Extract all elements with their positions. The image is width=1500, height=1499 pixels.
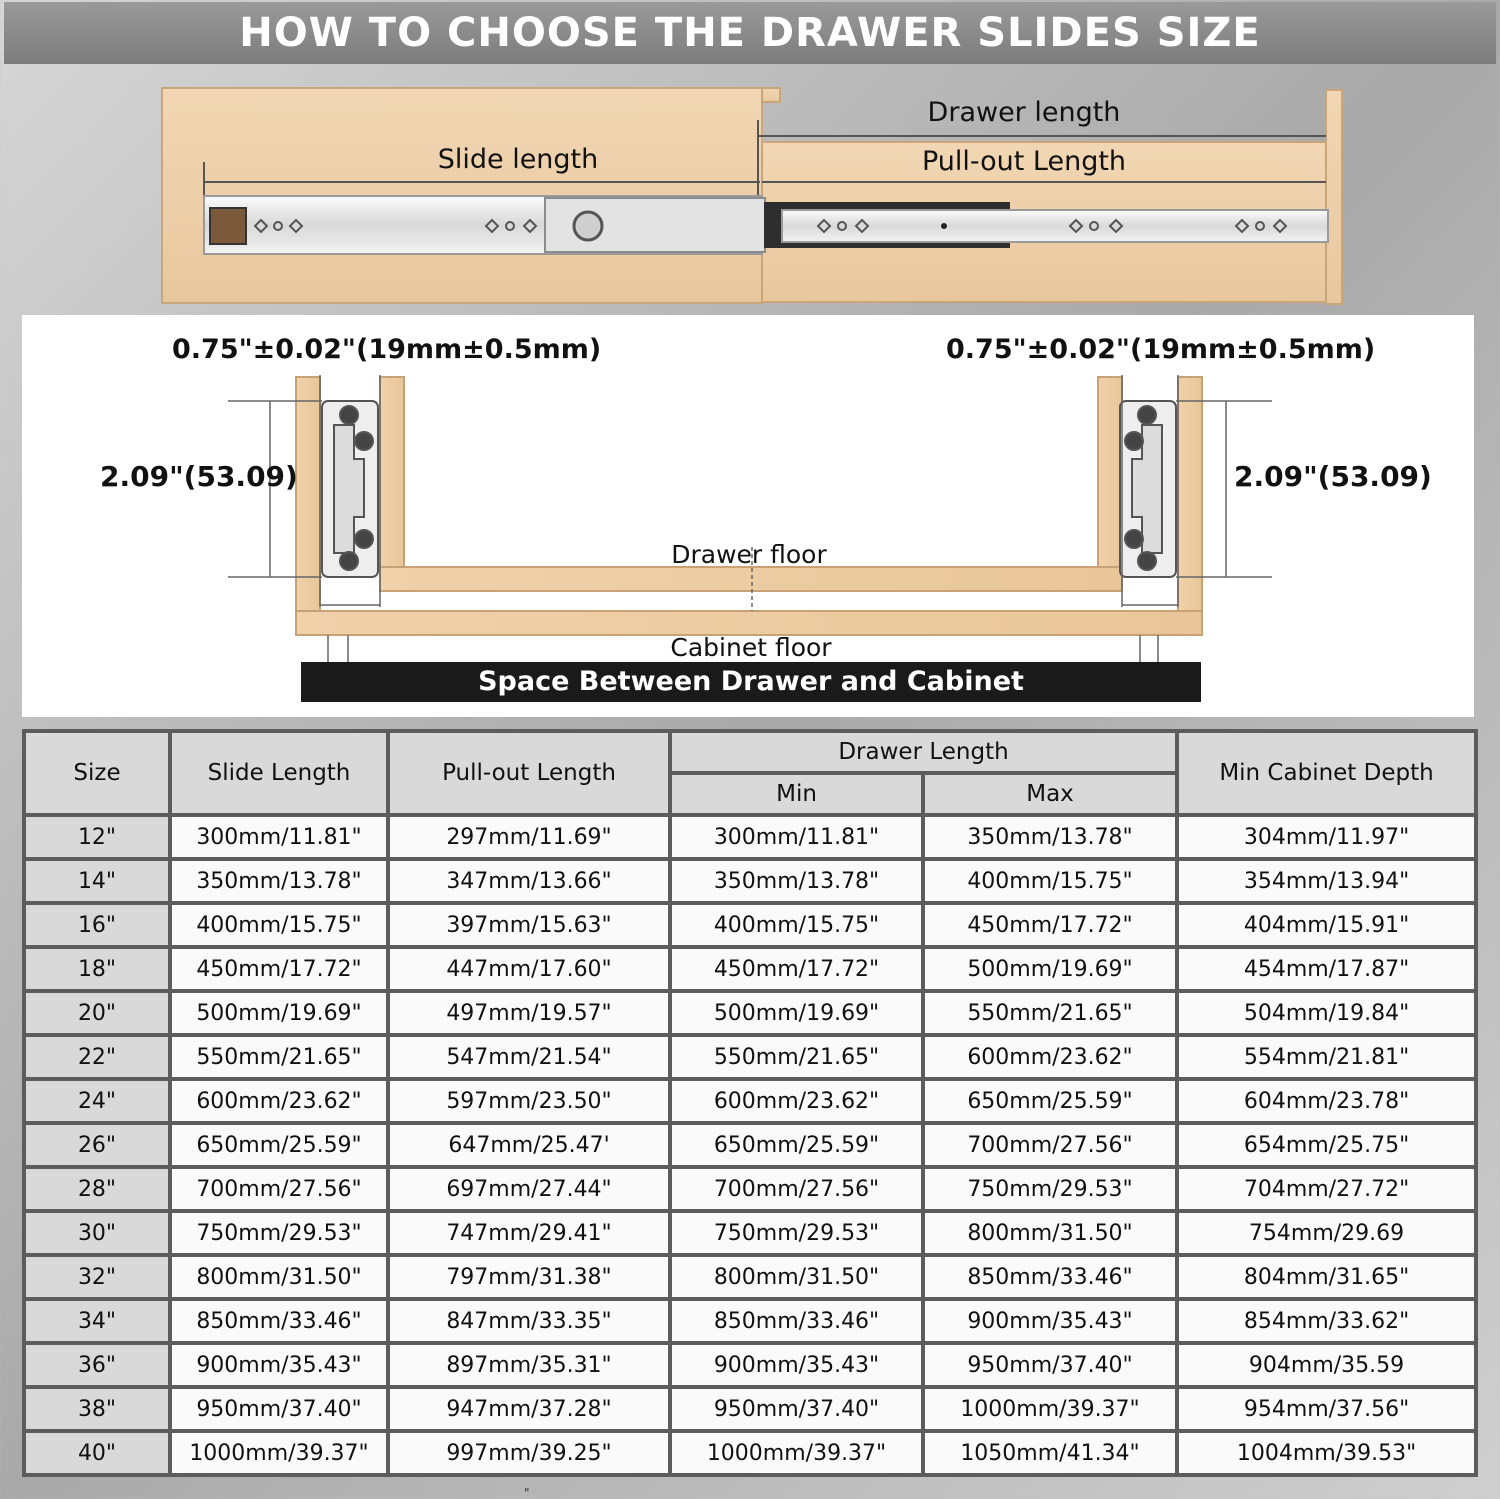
gap-right-label: 0.75"±0.02"(19mm±0.5mm) bbox=[946, 334, 1376, 365]
cell-drawer-max: 400mm/15.75" bbox=[923, 859, 1177, 903]
cell-slide-length: 500mm/19.69" bbox=[170, 991, 388, 1035]
cell-pullout-length: 347mm/13.66" bbox=[388, 859, 670, 903]
table-row bbox=[24, 815, 1476, 859]
cell-drawer-max: 750mm/29.53" bbox=[923, 1167, 1177, 1211]
cell-slide-length: 1000mm/39.37" bbox=[170, 1431, 388, 1475]
cell-pullout-length: 397mm/15.63" bbox=[388, 903, 670, 947]
cell-min-cabinet-depth: 554mm/21.81" bbox=[1177, 1035, 1476, 1079]
cell-drawer-min: 600mm/23.62" bbox=[670, 1079, 923, 1123]
cabinet-left-side bbox=[296, 377, 320, 635]
header-slide-length: Slide Length bbox=[170, 731, 388, 815]
size-table-container bbox=[22, 729, 1474, 1476]
cell-size: 32" bbox=[24, 1255, 170, 1299]
table-row bbox=[24, 1035, 1476, 1079]
cell-drawer-max: 350mm/13.78" bbox=[923, 815, 1177, 859]
cell-min-cabinet-depth: 404mm/15.91" bbox=[1177, 903, 1476, 947]
cell-drawer-min: 950mm/37.40" bbox=[670, 1387, 923, 1431]
size-table bbox=[22, 729, 1478, 1477]
table-row bbox=[24, 1299, 1476, 1343]
header-drawer-length: Drawer Length bbox=[670, 731, 1177, 773]
cabinet-lip bbox=[762, 88, 780, 102]
header-pullout-length: Pull-out Length bbox=[388, 731, 670, 815]
cell-drawer-min: 800mm/31.50" bbox=[670, 1255, 923, 1299]
cell-drawer-min: 700mm/27.56" bbox=[670, 1167, 923, 1211]
drawer-floor-label: Drawer floor bbox=[671, 540, 827, 569]
cell-size: 14" bbox=[24, 859, 170, 903]
cell-drawer-max: 850mm/33.46" bbox=[923, 1255, 1177, 1299]
cell-slide-length: 350mm/13.78" bbox=[170, 859, 388, 903]
cell-size: 12" bbox=[24, 815, 170, 859]
cell-slide-length: 600mm/23.62" bbox=[170, 1079, 388, 1123]
left-slide-profile bbox=[322, 401, 378, 577]
cell-drawer-max: 900mm/35.43" bbox=[923, 1299, 1177, 1343]
cell-size: 34" bbox=[24, 1299, 170, 1343]
cell-slide-length: 450mm/17.72" bbox=[170, 947, 388, 991]
header-min-cabinet-depth: Min Cabinet Depth bbox=[1177, 731, 1476, 815]
cell-pullout-length: 747mm/29.41" bbox=[388, 1211, 670, 1255]
cell-drawer-min: 500mm/19.69" bbox=[670, 991, 923, 1035]
cell-pullout-length: 447mm/17.60" bbox=[388, 947, 670, 991]
table-row bbox=[24, 1079, 1476, 1123]
drawer-cross-section-diagram bbox=[22, 315, 1474, 717]
table-row bbox=[24, 1387, 1476, 1431]
cell-drawer-max: 700mm/27.56" bbox=[923, 1123, 1177, 1167]
cell-min-cabinet-depth: 754mm/29.69 bbox=[1177, 1211, 1476, 1255]
cell-size: 20" bbox=[24, 991, 170, 1035]
cell-size: 22" bbox=[24, 1035, 170, 1079]
cell-drawer-max: 650mm/25.59" bbox=[923, 1079, 1177, 1123]
header-size: Size bbox=[24, 731, 170, 815]
gap-left-label: 0.75"±0.02"(19mm±0.5mm) bbox=[172, 334, 602, 365]
height-left-label: 2.09"(53.09) bbox=[100, 460, 298, 493]
drawer-length-label: Drawer length bbox=[927, 97, 1121, 128]
cell-pullout-length: 897mm/35.31" bbox=[388, 1343, 670, 1387]
table-row bbox=[24, 1167, 1476, 1211]
cabinet-floor-label: Cabinet floor bbox=[670, 633, 832, 662]
table-row bbox=[24, 859, 1476, 903]
cell-pullout-length: 697mm/27.44" bbox=[388, 1167, 670, 1211]
cell-drawer-max: 800mm/31.50" bbox=[923, 1211, 1177, 1255]
cell-drawer-min: 350mm/13.78" bbox=[670, 859, 923, 903]
cell-drawer-min: 450mm/17.72" bbox=[670, 947, 923, 991]
cell-size: 36" bbox=[24, 1343, 170, 1387]
cell-drawer-min: 1000mm/39.37" bbox=[670, 1431, 923, 1475]
right-slide-profile bbox=[1120, 401, 1176, 577]
height-right-label: 2.09"(53.09) bbox=[1234, 460, 1432, 493]
cell-drawer-max: 550mm/21.65" bbox=[923, 991, 1177, 1035]
cell-slide-length: 750mm/29.53" bbox=[170, 1211, 388, 1255]
cell-size: 28" bbox=[24, 1167, 170, 1211]
cabinet-right-side bbox=[1178, 377, 1202, 635]
cell-size: 18" bbox=[24, 947, 170, 991]
cell-pullout-length: 297mm/11.69" bbox=[388, 815, 670, 859]
cell-slide-length: 400mm/15.75" bbox=[170, 903, 388, 947]
rear-bracket bbox=[210, 208, 246, 244]
cell-pullout-length: 547mm/21.54" bbox=[388, 1035, 670, 1079]
cell-slide-length: 850mm/33.46" bbox=[170, 1299, 388, 1343]
cell-min-cabinet-depth: 804mm/31.65" bbox=[1177, 1255, 1476, 1299]
cell-size: 40" bbox=[24, 1431, 170, 1475]
cell-min-cabinet-depth: 854mm/33.62" bbox=[1177, 1299, 1476, 1343]
footer-mark: " bbox=[524, 1486, 530, 1499]
cell-drawer-min: 300mm/11.81" bbox=[670, 815, 923, 859]
cell-min-cabinet-depth: 454mm/17.87" bbox=[1177, 947, 1476, 991]
cell-size: 30" bbox=[24, 1211, 170, 1255]
drawer-left-side bbox=[380, 377, 404, 591]
table-row bbox=[24, 1123, 1476, 1167]
cell-min-cabinet-depth: 954mm/37.56" bbox=[1177, 1387, 1476, 1431]
cell-size: 26" bbox=[24, 1123, 170, 1167]
cell-size: 16" bbox=[24, 903, 170, 947]
cell-pullout-length: 797mm/31.38" bbox=[388, 1255, 670, 1299]
table-row bbox=[24, 1211, 1476, 1255]
drawer-floor bbox=[380, 567, 1122, 591]
cell-min-cabinet-depth: 654mm/25.75" bbox=[1177, 1123, 1476, 1167]
cell-drawer-max: 950mm/37.40" bbox=[923, 1343, 1177, 1387]
cell-min-cabinet-depth: 704mm/27.72" bbox=[1177, 1167, 1476, 1211]
cell-drawer-min: 400mm/15.75" bbox=[670, 903, 923, 947]
cell-size: 24" bbox=[24, 1079, 170, 1123]
cell-min-cabinet-depth: 504mm/19.84" bbox=[1177, 991, 1476, 1035]
pullout-length-label: Pull-out Length bbox=[921, 146, 1127, 177]
space-banner-text: Space Between Drawer and Cabinet bbox=[478, 666, 1024, 697]
cell-pullout-length: 997mm/39.25" bbox=[388, 1431, 670, 1475]
header-min: Min bbox=[670, 773, 923, 815]
table-row bbox=[24, 1431, 1476, 1475]
cell-min-cabinet-depth: 1004mm/39.53" bbox=[1177, 1431, 1476, 1475]
cell-drawer-max: 500mm/19.69" bbox=[923, 947, 1177, 991]
cell-drawer-min: 650mm/25.59" bbox=[670, 1123, 923, 1167]
cell-slide-length: 900mm/35.43" bbox=[170, 1343, 388, 1387]
cell-size: 38" bbox=[24, 1387, 170, 1431]
cell-drawer-min: 750mm/29.53" bbox=[670, 1211, 923, 1255]
cell-pullout-length: 647mm/25.47' bbox=[388, 1123, 670, 1167]
cell-pullout-length: 947mm/37.28" bbox=[388, 1387, 670, 1431]
cell-drawer-max: 1000mm/39.37" bbox=[923, 1387, 1177, 1431]
size-table-body bbox=[24, 815, 1476, 1475]
slide-side-view-diagram bbox=[0, 70, 1500, 315]
cell-drawer-max: 450mm/17.72" bbox=[923, 903, 1177, 947]
cell-pullout-length: 597mm/23.50" bbox=[388, 1079, 670, 1123]
cell-min-cabinet-depth: 904mm/35.59 bbox=[1177, 1343, 1476, 1387]
table-row bbox=[24, 991, 1476, 1035]
cell-drawer-min: 550mm/21.65" bbox=[670, 1035, 923, 1079]
cell-slide-length: 800mm/31.50" bbox=[170, 1255, 388, 1299]
cell-slide-length: 700mm/27.56" bbox=[170, 1167, 388, 1211]
cell-slide-length: 950mm/37.40" bbox=[170, 1387, 388, 1431]
cell-drawer-max: 600mm/23.62" bbox=[923, 1035, 1177, 1079]
cell-min-cabinet-depth: 604mm/23.78" bbox=[1177, 1079, 1476, 1123]
table-row bbox=[24, 903, 1476, 947]
cell-drawer-min: 850mm/33.46" bbox=[670, 1299, 923, 1343]
cell-slide-length: 300mm/11.81" bbox=[170, 815, 388, 859]
drawer-right-side bbox=[1098, 377, 1122, 591]
cell-pullout-length: 847mm/33.35" bbox=[388, 1299, 670, 1343]
drawer-front bbox=[1326, 90, 1342, 304]
cell-drawer-min: 900mm/35.43" bbox=[670, 1343, 923, 1387]
header-max: Max bbox=[923, 773, 1177, 815]
page-title: HOW TO CHOOSE THE DRAWER SLIDES SIZE bbox=[4, 2, 1496, 64]
table-row bbox=[24, 1343, 1476, 1387]
slide-inner-rail bbox=[782, 210, 1328, 242]
cell-pullout-length: 497mm/19.57" bbox=[388, 991, 670, 1035]
table-row bbox=[24, 947, 1476, 991]
cabinet-floor bbox=[296, 611, 1202, 635]
cell-drawer-max: 1050mm/41.34" bbox=[923, 1431, 1177, 1475]
table-row bbox=[24, 1255, 1476, 1299]
cell-slide-length: 650mm/25.59" bbox=[170, 1123, 388, 1167]
cell-min-cabinet-depth: 354mm/13.94" bbox=[1177, 859, 1476, 903]
cell-slide-length: 550mm/21.65" bbox=[170, 1035, 388, 1079]
slide-length-label: Slide length bbox=[437, 144, 599, 175]
cell-min-cabinet-depth: 304mm/11.97" bbox=[1177, 815, 1476, 859]
